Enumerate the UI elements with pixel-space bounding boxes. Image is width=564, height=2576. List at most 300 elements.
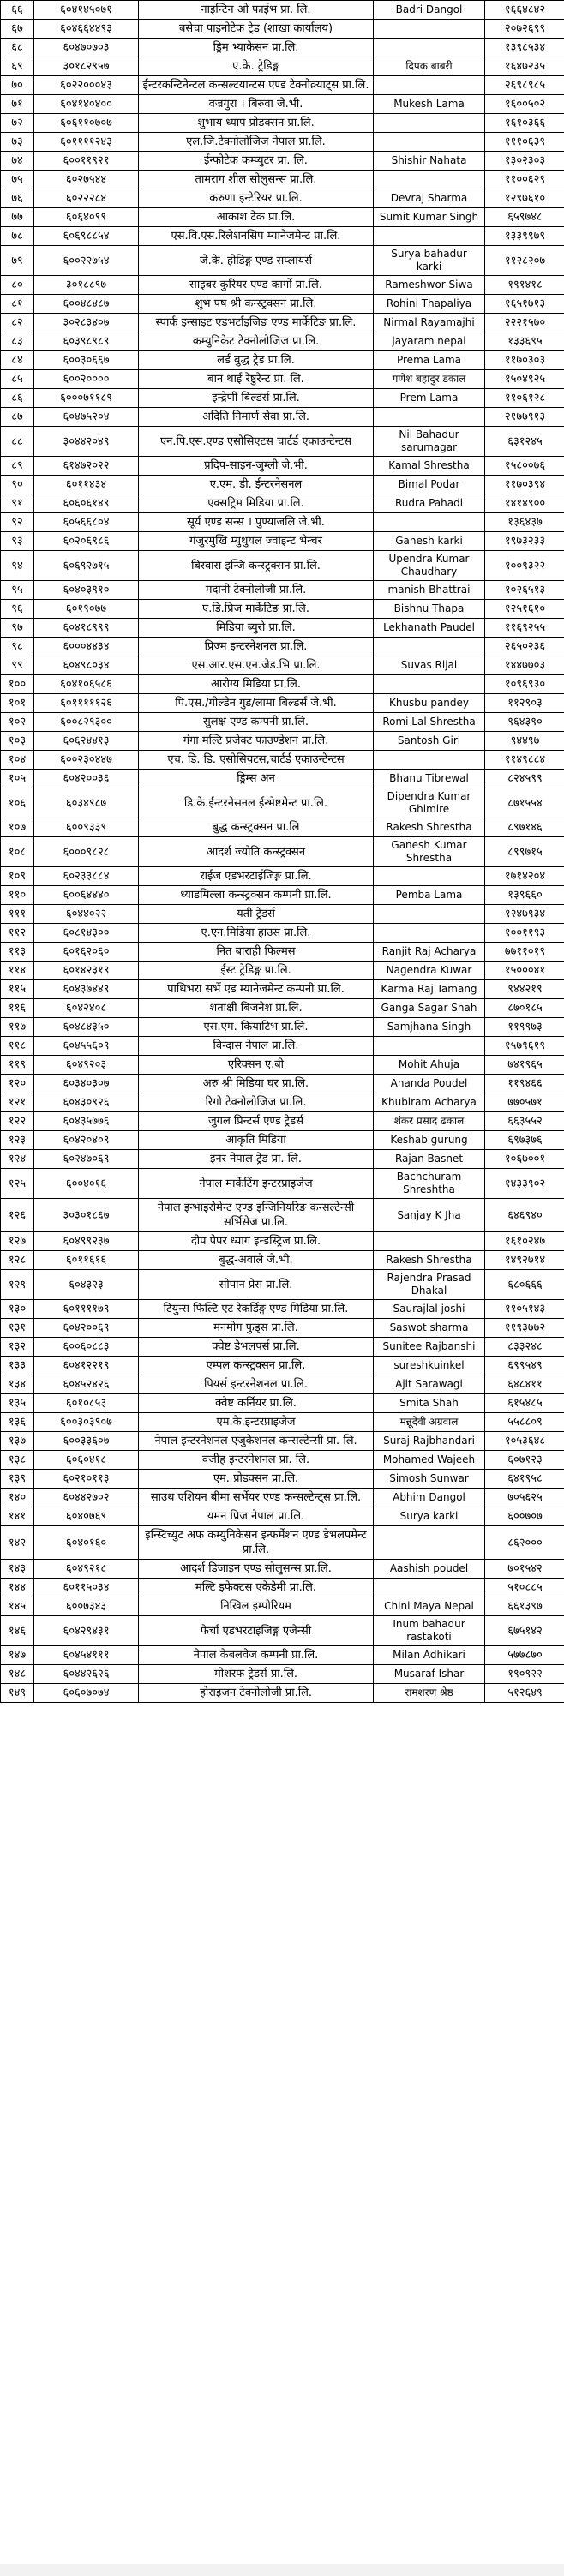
serial-number-cell: १२८ [1, 1251, 34, 1270]
amount-cell: १६१०२४७ [485, 1232, 564, 1251]
company-name-cell: क्वेष्ट डेभलपर्स प्रा.लि. [139, 1338, 374, 1357]
contact-person-cell: Karma Raj Tamang [374, 980, 485, 999]
serial-number-cell: १०१ [1, 694, 34, 713]
serial-number-cell: १४६ [1, 1616, 34, 1646]
contact-person-cell [374, 76, 485, 95]
pan-number-cell: ३०२८३४०७ [34, 314, 139, 332]
serial-number-cell: ११७ [1, 1018, 34, 1037]
serial-number-cell: ७९ [1, 246, 34, 276]
serial-number-cell: ११३ [1, 943, 34, 962]
company-name-cell: साइबर कुरियर एण्ड कार्गो प्रा.लि. [139, 276, 374, 295]
contact-person-cell: Nirmal Rayamajhi [374, 314, 485, 332]
company-name-cell: स्पार्क इन्साइट एडभर्टाइजिङ एण्ड मार्केटिङ प्रा.लि. [139, 314, 374, 332]
serial-number-cell: ११२ [1, 924, 34, 943]
company-name-cell: फेर्चा एडभरटाइजिङ्ग एजेन्सी [139, 1616, 374, 1646]
contact-person-cell: गणेश बहादुर डकाल [374, 370, 485, 389]
company-name-cell: ए.डि.प्रिज मार्केटिङ प्रा.लि. [139, 600, 374, 619]
company-name-cell: करुणा इन्टेरियर प्रा.लि. [139, 189, 374, 208]
amount-cell: ११४९८८४ [485, 751, 564, 770]
contact-person-cell: Khubiram Acharya [374, 1093, 485, 1112]
company-name-cell: अदिति निमार्ण सेवा प्रा.लि. [139, 408, 374, 427]
amount-cell: ११९९७३ [485, 1018, 564, 1037]
table-row [1, 962, 564, 980]
contact-person-cell [374, 408, 485, 427]
serial-number-cell: १३८ [1, 1451, 34, 1470]
table-row [1, 1169, 564, 1199]
serial-number-cell: १२० [1, 1075, 34, 1093]
amount-cell: १००११९३ [485, 924, 564, 943]
amount-cell: १९७३२३३ [485, 532, 564, 551]
contact-person-cell: Musaraf Ishar [374, 1665, 485, 1684]
serial-number-cell: ११४ [1, 962, 34, 980]
company-name-cell: नाइन्टिन ओ फाईभ प्रा. लि. [139, 1, 374, 20]
table-row [1, 1131, 564, 1150]
table-row [1, 886, 564, 905]
serial-number-cell: १४७ [1, 1646, 34, 1665]
pan-number-cell: ६०४५२४२६ [34, 1375, 139, 1394]
table-row [1, 20, 564, 39]
table-row [1, 133, 564, 152]
amount-cell: ७०५६२५ [485, 1489, 564, 1507]
serial-number-cell: ८८ [1, 427, 34, 457]
contact-person-cell [374, 171, 485, 189]
pan-number-cell: ६०२०६९८६ [34, 532, 139, 551]
company-name-cell: दीप पेपर ध्याग इन्डस्ट्रिज प्रा.लि. [139, 1232, 374, 1251]
contact-person-cell: Saswot sharma [374, 1319, 485, 1338]
amount-cell: ८७०१८५ [485, 999, 564, 1018]
table-row [1, 57, 564, 76]
company-name-cell: शताक्षी बिजनेश प्रा.लि. [139, 999, 374, 1018]
pan-number-cell: ३०१८२९५७ [34, 57, 139, 76]
amount-cell: ६४८४११ [485, 1375, 564, 1394]
amount-cell: १६५१७१३ [485, 295, 564, 314]
contact-person-cell [374, 924, 485, 943]
contact-person-cell: Upendra Kumar Chaudhary [374, 551, 485, 581]
company-name-cell: वज्रगुरा । बिरुवा जे.भी. [139, 95, 374, 114]
pan-number-cell: ६०४३०९२६ [34, 1093, 139, 1112]
company-name-cell: एम. प्रोडक्सन प्रा.लि. [139, 1470, 374, 1489]
company-name-cell: एल.जि.टेक्नोलोजिज नेपाल प्रा.लि. [139, 133, 374, 152]
amount-cell: ११७०३०३ [485, 351, 564, 370]
table-row [1, 171, 564, 189]
table-row [1, 332, 564, 351]
serial-number-cell: ८० [1, 276, 34, 295]
pan-number-cell: ६००४८४८७ [34, 295, 139, 314]
serial-number-cell: १०२ [1, 713, 34, 732]
serial-number-cell: १०८ [1, 837, 34, 867]
pan-number-cell: ६०६०७०७४ [34, 1684, 139, 1703]
company-name-cell: गजुरमुखि म्युथुयल ज्वाइन्ट भेन्चर [139, 532, 374, 551]
contact-person-cell: Rameshwor Siwa [374, 276, 485, 295]
serial-number-cell: १११ [1, 905, 34, 924]
contact-person-cell [374, 638, 485, 656]
contact-person-cell: Badri Dangol [374, 1, 485, 20]
serial-number-cell: ८१ [1, 295, 34, 314]
contact-person-cell [374, 513, 485, 532]
pan-number-cell: ६०६०६१४९ [34, 494, 139, 513]
company-name-cell: पाथिभरा सर्भे एड म्यानेजमेन्ट कम्पनी प्रा.लि. [139, 980, 374, 999]
serial-number-cell: ७५ [1, 171, 34, 189]
contact-person-cell: Kamal Shrestha [374, 457, 485, 476]
serial-number-cell: १३५ [1, 1394, 34, 1413]
company-name-cell: आकाश टेक प्रा.लि. [139, 208, 374, 227]
amount-cell: १०२६५१३ [485, 581, 564, 600]
table-row [1, 1432, 564, 1451]
serial-number-cell: ९१ [1, 494, 34, 513]
pan-number-cell: ६०४१८९९९ [34, 619, 139, 638]
contact-person-cell [374, 751, 485, 770]
table-row [1, 1579, 564, 1597]
pan-number-cell: ६०४१०६५८६ [34, 675, 139, 694]
contact-person-cell [374, 39, 485, 57]
serial-number-cell: १२९ [1, 1270, 34, 1300]
amount-cell: ९४४९७ [485, 732, 564, 751]
pan-number-cell: ६०८१४३०० [34, 924, 139, 943]
pan-number-cell: ६०१६२०६० [34, 943, 139, 962]
amount-cell: ८२४५९९ [485, 770, 564, 788]
company-name-cell: क्वेष्ट कर्नियर प्रा.लि. [139, 1394, 374, 1413]
company-name-cell: शुभ पष श्री कन्स्ट्रक्सन प्रा.लि. [139, 295, 374, 314]
table-row [1, 788, 564, 818]
contact-person-cell: Ajit Sarawagi [374, 1375, 485, 1394]
serial-number-cell: १२४ [1, 1150, 34, 1169]
serial-number-cell: ८६ [1, 389, 34, 408]
table-row [1, 532, 564, 551]
amount-cell: १२४७९३४ [485, 905, 564, 924]
company-name-cell: एस.वि.एस.रिलेशनसिप म्यानेजमेन्ट प्रा.लि. [139, 227, 374, 246]
serial-number-cell: ९० [1, 476, 34, 494]
pan-number-cell: ६००३३६०७ [34, 1432, 139, 1451]
pan-number-cell: ६०४०७६९ [34, 1507, 139, 1526]
amount-cell: ५१२६४९ [485, 1684, 564, 1703]
amount-cell: १५७९६१९ [485, 1037, 564, 1056]
amount-cell: ११२९०३ [485, 694, 564, 713]
pan-number-cell: ६०११११७९ [34, 1300, 139, 1319]
serial-number-cell: ९२ [1, 513, 34, 532]
contact-person-cell [374, 133, 485, 152]
contact-person-cell: Romi Lal Shrestha [374, 713, 485, 732]
table-row [1, 39, 564, 57]
serial-number-cell: ८३ [1, 332, 34, 351]
contact-person-cell: Dipendra Kumar Ghimire [374, 788, 485, 818]
pan-number-cell: ६०४९२०३ [34, 1056, 139, 1075]
serial-number-cell: १४९ [1, 1684, 34, 1703]
pan-number-cell: ६०४०१६० [34, 1526, 139, 1560]
amount-cell: ११२८२०७ [485, 246, 564, 276]
table-row [1, 1413, 564, 1432]
table-row [1, 943, 564, 962]
amount-cell: १११०६३९ [485, 133, 564, 152]
table-row [1, 600, 564, 619]
table-row [1, 1300, 564, 1319]
table-row [1, 1338, 564, 1357]
table-row [1, 751, 564, 770]
table-row [1, 732, 564, 751]
pan-number-cell: ६०४१४०४०० [34, 95, 139, 114]
table-row [1, 1319, 564, 1338]
table-row [1, 1684, 564, 1703]
amount-cell: ८९९७१५ [485, 837, 564, 867]
table-row [1, 494, 564, 513]
amount-cell: ७४१९६५ [485, 1056, 564, 1075]
table-row [1, 656, 564, 675]
company-name-cell: इन्स्टिच्युट अफ कम्युनिकेसन इन्फर्मेशन एण्ड डेभलपमेन्ट प्रा.लि. [139, 1526, 374, 1560]
amount-cell: १६००५०२ [485, 95, 564, 114]
contact-person-cell: Saurajlal joshi [374, 1300, 485, 1319]
pan-number-cell: ६०००९८२८ [34, 837, 139, 867]
table-row [1, 999, 564, 1018]
serial-number-cell: ११८ [1, 1037, 34, 1056]
contact-person-cell: Devraj Sharma [374, 189, 485, 208]
company-name-cell: एस.आर.एस.एन.जेड.भि प्रा.लि. [139, 656, 374, 675]
table-row [1, 408, 564, 427]
table-row [1, 837, 564, 867]
company-name-cell: मनमोग फुड्स प्रा.लि. [139, 1319, 374, 1338]
pan-number-cell: ६०४३२३ [34, 1270, 139, 1300]
table-row [1, 1560, 564, 1579]
contact-person-cell: Surya karki [374, 1507, 485, 1526]
amount-cell: १३९८५३४ [485, 39, 564, 57]
table-row [1, 770, 564, 788]
contact-person-cell [374, 867, 485, 886]
serial-number-cell: ९९ [1, 656, 34, 675]
pan-number-cell: ६०४७०७०३ [34, 39, 139, 57]
table-row [1, 114, 564, 133]
pan-number-cell: ६००८२९३०० [34, 713, 139, 732]
table-row [1, 1150, 564, 1169]
table-row [1, 457, 564, 476]
company-name-cell: नेपाल इन्भाइरोमेन्ट एण्ड इन्जिनियरिङ कन्सल्टेन्सी सर्भिसेज प्रा.लि. [139, 1199, 374, 1232]
serial-number-cell: ८५ [1, 370, 34, 389]
serial-number-cell: ९३ [1, 532, 34, 551]
amount-cell: ८६२००० [485, 1526, 564, 1560]
table-row [1, 1199, 564, 1232]
pan-number-cell: ६०६४०९९ [34, 208, 139, 227]
serial-number-cell: १२१ [1, 1093, 34, 1112]
table-row [1, 351, 564, 370]
contact-person-cell: manish Bhattrai [374, 581, 485, 600]
amount-cell: १४४७७०३ [485, 656, 564, 675]
serial-number-cell: १४१ [1, 1507, 34, 1526]
company-name-cell: बसेचा पाइनोटेक ट्रेड (शाखा कार्यालय) [139, 20, 374, 39]
company-name-cell: डि.के.ईन्टरनेसनल ईन्भेष्टमेन्ट प्रा.लि. [139, 788, 374, 818]
serial-number-cell: १३४ [1, 1375, 34, 1394]
pan-number-cell: ३०१८८९७ [34, 276, 139, 295]
serial-number-cell: १०४ [1, 751, 34, 770]
amount-cell: ६९७३७६ [485, 1131, 564, 1150]
pan-number-cell: ६००३०६६७ [34, 351, 139, 370]
table-row [1, 1394, 564, 1413]
company-name-cell: बुद्ध कन्स्ट्रक्सन प्रा.लि [139, 818, 374, 837]
contact-person-cell: Rakesh Shrestha [374, 1251, 485, 1270]
contact-person-cell: Ranjit Raj Acharya [374, 943, 485, 962]
serial-number-cell: ७१ [1, 95, 34, 114]
pan-number-cell: ६०१४२३१९ [34, 962, 139, 980]
serial-number-cell: ११० [1, 886, 34, 905]
pan-number-cell: ६०४६६४४९३ [34, 20, 139, 39]
pan-number-cell: ६०००४४३४ [34, 638, 139, 656]
pan-number-cell: ६०४२००६९ [34, 1319, 139, 1338]
company-name-cell: आदर्श ज्योति कन्स्ट्रक्सन [139, 837, 374, 867]
contact-person-cell: jayaram nepal [374, 332, 485, 351]
amount-cell: १०९६९३० [485, 675, 564, 694]
table-row [1, 818, 564, 837]
amount-cell: ६८०६६६ [485, 1270, 564, 1300]
amount-cell: ११९४६६ [485, 1075, 564, 1093]
company-name-cell: सूर्य एण्ड सन्स । पुण्याजलि जे.भी. [139, 513, 374, 532]
pan-number-cell: ६०१०८५३ [34, 1394, 139, 1413]
company-name-cell: नेपाल मार्केटिंग इन्टरप्राइजेज [139, 1169, 374, 1199]
table-row [1, 276, 564, 295]
table-row [1, 1489, 564, 1507]
serial-number-cell: ८४ [1, 351, 34, 370]
company-name-cell: नित बाराही फिल्मस [139, 943, 374, 962]
pan-number-cell: ६०४१४५०७१ [34, 1, 139, 20]
company-name-cell: ए.एन.मिडिया हाउस प्रा.लि. [139, 924, 374, 943]
contact-person-cell [374, 675, 485, 694]
serial-number-cell: ९७ [1, 619, 34, 638]
pan-number-cell: ६०२२०००४३ [34, 76, 139, 95]
pan-number-cell: ६०४२४०८ [34, 999, 139, 1018]
contact-person-cell: मन्नूदेवी अग्रवाल [374, 1413, 485, 1432]
amount-cell: ८७१५५४ [485, 788, 564, 818]
amount-cell: १९१४१८ [485, 276, 564, 295]
serial-number-cell: १४८ [1, 1665, 34, 1684]
serial-number-cell: ६६ [1, 1, 34, 20]
serial-number-cell: १४३ [1, 1560, 34, 1579]
contact-person-cell: Bimal Podar [374, 476, 485, 494]
serial-number-cell: १३६ [1, 1413, 34, 1432]
amount-cell: ५७७८७० [485, 1646, 564, 1665]
serial-number-cell: १०६ [1, 788, 34, 818]
serial-number-cell: १४२ [1, 1526, 34, 1560]
serial-number-cell: १२३ [1, 1131, 34, 1150]
company-name-cell: ईन्फोटेक कम्प्युटर प्रा. लि. [139, 152, 374, 171]
company-name-cell: राईज एडभरटाईजिङ्ग प्रा.लि. [139, 867, 374, 886]
serial-number-cell: १४५ [1, 1597, 34, 1616]
serial-number-cell: ११९ [1, 1056, 34, 1075]
contact-person-cell: Ganesh Kumar Shrestha [374, 837, 485, 867]
pan-number-cell: ३०४४२०४९ [34, 427, 139, 457]
amount-cell: १०५३६४८ [485, 1432, 564, 1451]
contact-person-cell: Surya bahadur karki [374, 246, 485, 276]
serial-number-cell: १२२ [1, 1112, 34, 1131]
contact-person-cell: Smita Shah [374, 1394, 485, 1413]
table-row [1, 513, 564, 532]
contact-person-cell: Mohit Ahuja [374, 1056, 485, 1075]
table-row [1, 246, 564, 276]
pan-number-cell: ६०३४९८७ [34, 788, 139, 818]
pan-number-cell: ६०११४३४ [34, 476, 139, 494]
amount-cell: १५०४९२५ [485, 370, 564, 389]
pan-number-cell: ६०४८४३५० [34, 1018, 139, 1037]
table-row [1, 1037, 564, 1056]
amount-cell: ६००७०७ [485, 1507, 564, 1526]
company-name-cell: आदर्श डिजाइन एण्ड सोलुसन्स प्रा.लि. [139, 1560, 374, 1579]
amount-cell: ११७०३९४ [485, 476, 564, 494]
company-name-cell: जे.के. होडिङ्ग एण्ड सप्लायर्स [139, 246, 374, 276]
amount-cell: ७७०५७१ [485, 1093, 564, 1112]
table-row [1, 1451, 564, 1470]
amount-cell: १६४७२३५ [485, 57, 564, 76]
contact-person-cell: Pemba Lama [374, 886, 485, 905]
contact-person-cell: Ganga Sagar Shah [374, 999, 485, 1018]
serial-number-cell: १२६ [1, 1199, 34, 1232]
serial-number-cell: ६९ [1, 57, 34, 76]
amount-cell: ६७५१४२ [485, 1616, 564, 1646]
contact-person-cell: Abhim Dangol [374, 1489, 485, 1507]
serial-number-cell: १०९ [1, 867, 34, 886]
pan-number-cell: ६००६०८८३ [34, 1338, 139, 1357]
serial-number-cell: ७३ [1, 133, 34, 152]
pan-number-cell: ६०१९०७७ [34, 600, 139, 619]
contact-person-cell: Milan Adhikari [374, 1646, 485, 1665]
amount-cell: ९४४२१९ [485, 980, 564, 999]
pan-number-cell: ६००७३४३ [34, 1597, 139, 1616]
company-name-cell: नेपाल केबलवेज कम्पनी प्रा.लि. [139, 1646, 374, 1665]
page-bottom-strip [0, 2564, 564, 2576]
table-row [1, 1470, 564, 1489]
pan-number-cell: ६०४०३९१० [34, 581, 139, 600]
amount-cell: १४३३९०२ [485, 1169, 564, 1199]
serial-number-cell: ७६ [1, 189, 34, 208]
table-row [1, 427, 564, 457]
company-name-cell: ईस्ट ट्रेडिङ्ग प्रा.लि. [139, 962, 374, 980]
pan-number-cell: ६०१११११२६ [34, 694, 139, 713]
company-name-cell: कम्युनिकेट टेक्नोलोजिज प्रा.लि. [139, 332, 374, 351]
contact-person-cell: Ananda Poudel [374, 1075, 485, 1093]
amount-cell: १३३६९५ [485, 332, 564, 351]
company-name-cell: लर्ड बुद्ध ट्रेड प्रा.लि. [139, 351, 374, 370]
company-name-cell: यमन प्रिज नेपाल प्रा.लि. [139, 1507, 374, 1526]
serial-number-cell: १४४ [1, 1579, 34, 1597]
contact-person-cell: Lekhanath Paudel [374, 619, 485, 638]
company-name-cell: साउथ एशियन बीमा सर्भेयर एण्ड कन्सल्टेन्ट्स प्रा.लि. [139, 1489, 374, 1507]
company-name-cell: तामराग शील सोलुसन्स प्रा.लि. [139, 171, 374, 189]
company-name-cell: बिस्वास इन्जि कन्स्ट्रक्सन प्रा.लि. [139, 551, 374, 581]
company-name-cell: एक्सट्रिम मिडिया प्रा.लि. [139, 494, 374, 513]
amount-cell: १००९३२२ [485, 551, 564, 581]
amount-cell: ११९३७७२ [485, 1319, 564, 1338]
table-row [1, 1526, 564, 1560]
company-name-cell: ड्रिम भ्याकेसन प्रा.लि. [139, 39, 374, 57]
table-row [1, 867, 564, 886]
company-name-cell: रिगो टेक्नोलोजिज प्रा.लि. [139, 1093, 374, 1112]
serial-number-cell: ७० [1, 76, 34, 95]
company-name-cell: मदानी टेक्नोलोजी प्रा.लि. [139, 581, 374, 600]
contact-person-cell: Prem Lama [374, 389, 485, 408]
pan-number-cell: ६०६०४१८ [34, 1451, 139, 1470]
amount-cell: ६०७१२३ [485, 1451, 564, 1470]
amount-cell: २०७२६९९ [485, 20, 564, 39]
pan-number-cell: ६००३०३९०७ [34, 1413, 139, 1432]
contact-person-cell: Sumit Kumar Singh [374, 208, 485, 227]
pan-number-cell: ६०४९२१८ [34, 1560, 139, 1579]
contact-person-cell [374, 227, 485, 246]
pan-number-cell: ६०२७५४४ [34, 171, 139, 189]
company-name-cell: निखिल इम्पोरियम [139, 1597, 374, 1616]
pan-number-cell: ६०४७५२०४ [34, 408, 139, 427]
table-row [1, 1665, 564, 1684]
amount-cell: ५५८८०९ [485, 1413, 564, 1432]
amount-cell: १५८००७६ [485, 457, 564, 476]
table-row [1, 1251, 564, 1270]
pan-number-cell: ६००६४४४० [34, 886, 139, 905]
amount-cell: १३३९९७९ [485, 227, 564, 246]
contact-person-cell: दिपक बाबरी [374, 57, 485, 76]
contact-person-cell: Bachchuram Shreshtha [374, 1169, 485, 1199]
amount-cell: २२२१५७० [485, 314, 564, 332]
